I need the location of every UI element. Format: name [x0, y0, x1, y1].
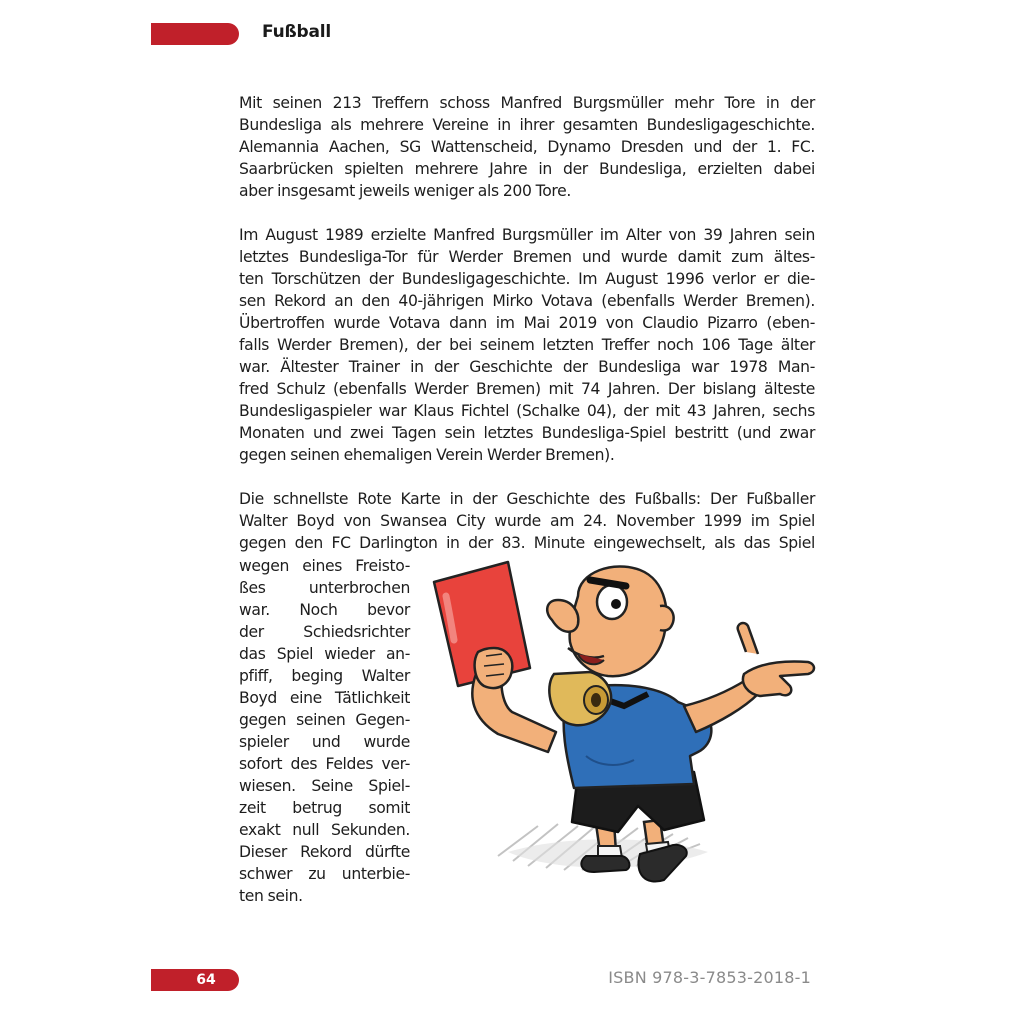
- text-line: schwer zu unterbie-: [239, 865, 410, 883]
- text-line: Die schnellste Rote Karte in der Geschichte des Fußballs: Der Fußballer: [239, 490, 815, 508]
- text-line: Bundesliga als mehrere Vereine in ihrer gesamten Bundesligageschichte.: [239, 116, 815, 134]
- text-line: Bundesligaspieler war Klaus Fichtel (Schalke 04), der mit 43 Jahren, sechs: [239, 402, 815, 420]
- text-line: Übertroffen wurde Votava dann im Mai 2019 von Claudio Pizarro (eben-: [239, 314, 815, 332]
- text-line: zeit betrug somit: [239, 799, 410, 817]
- text-line: Monaten und zwei Tagen sein letztes Bundesliga-Spiel bestritt (und zwar: [239, 424, 815, 442]
- text-line: Boyd eine Tätlichkeit: [239, 689, 410, 707]
- text-line: ßes unterbrochen: [239, 579, 410, 597]
- text-line: ten Torschützen der Bundesligageschichte. Im August 1996 verlor er die-: [239, 270, 815, 288]
- text-line: gegen seinen Gegen-: [239, 711, 410, 729]
- text-line: sen Rekord an den 40-jährigen Mirko Votava (ebenfalls Werder Bremen).: [239, 292, 815, 310]
- isbn-label: ISBN 978-3-7853-2018-1: [608, 968, 811, 987]
- text-line: wegen eines Freisto-: [239, 557, 410, 575]
- text-line: gegen seinen ehemaligen Verein Werder Bremen).: [239, 446, 615, 464]
- text-line: Im August 1989 erzielte Manfred Burgsmüller im Alter von 39 Jahren sein: [239, 226, 815, 244]
- paragraph-3-wrapped: [239, 555, 410, 907]
- text-line: Dieser Rekord dürfte: [239, 843, 410, 861]
- pointing-arm: [684, 623, 814, 732]
- text-line: ten sein.: [239, 887, 303, 905]
- text-line: Alemannia Aachen, SG Wattenscheid, Dynamo Dresden und der 1. FC.: [239, 138, 815, 156]
- section-title: Fußball: [262, 22, 331, 42]
- whistle: [549, 672, 611, 725]
- text-line: wiesen. Seine Spiel-: [239, 777, 410, 795]
- header-accent-bar: [151, 23, 239, 45]
- text-line: spieler und wurde: [239, 733, 410, 751]
- text-line: war. Ältester Trainer in der Geschichte der Bundesliga war 1978 Man-: [239, 358, 815, 376]
- paragraph-3: [239, 488, 815, 554]
- text-line: aber insgesamt jeweils weniger als 200 Tore.: [239, 182, 571, 200]
- text-line: pfiff, beging Walter: [239, 667, 410, 685]
- text-line: Walter Boyd von Swansea City wurde am 24. November 1999 im Spiel: [239, 512, 815, 530]
- paragraph-2: [239, 224, 815, 466]
- text-line: sofort des Feldes ver-: [239, 755, 410, 773]
- paragraph-1: [239, 92, 815, 202]
- text-line: das Spiel wieder an-: [239, 645, 410, 663]
- text-line: war. Noch bevor: [239, 601, 410, 619]
- text-line: der Schiedsrichter: [239, 623, 410, 641]
- text-line: fred Schulz (ebenfalls Werder Bremen) mit 74 Jahren. Der bislang älteste: [239, 380, 815, 398]
- text-line: gegen den FC Darlington in der 83. Minute eingewechselt, als das Spiel: [239, 534, 815, 552]
- referee-head: [547, 566, 673, 676]
- text-line: exakt null Sekunden.: [239, 821, 410, 839]
- text-line: Mit seinen 213 Treffern schoss Manfred Burgsmüller mehr Tore in der: [239, 94, 815, 112]
- page-number: 64: [196, 972, 216, 988]
- text-line: Saarbrücken spielten mehrere Jahre in der Bundesliga, erzielten dabei: [239, 160, 815, 178]
- referee-red-card-icon: [428, 556, 820, 896]
- text-line: letztes Bundesliga-Tor für Werder Bremen und wurde damit zum ältes-: [239, 248, 815, 266]
- text-line: falls Werder Bremen), der bei seinem letzten Treffer noch 106 Tage älter: [239, 336, 815, 354]
